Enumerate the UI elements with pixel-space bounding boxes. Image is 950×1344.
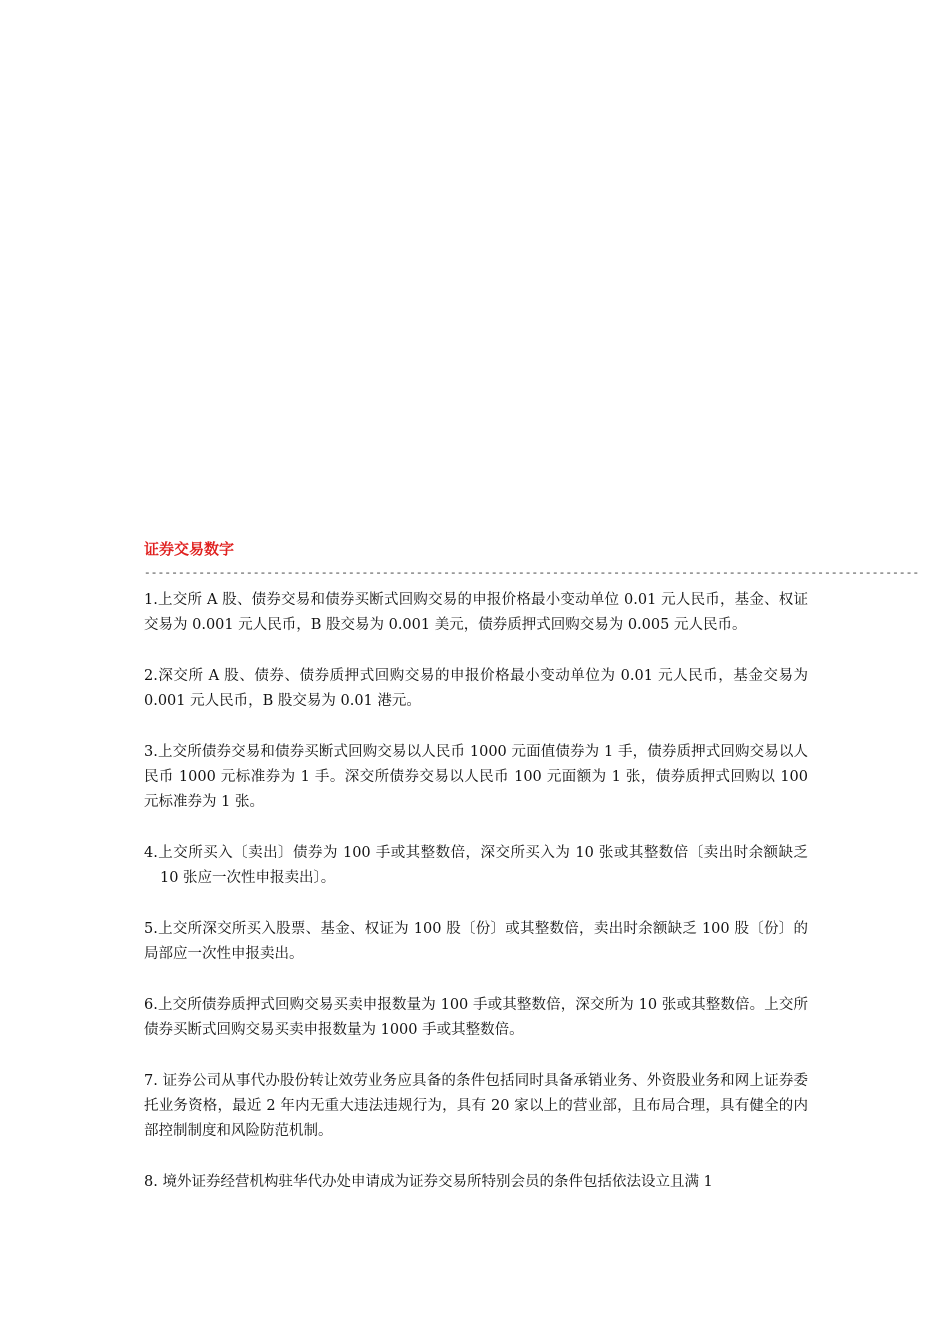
document-body bbox=[144, 538, 920, 1221]
document-title: 证券交易数字 bbox=[144, 540, 235, 558]
paragraph-item-7: 7. 证券公司从事代办股份转让效劳业务应具备的条件包括同时具备承销业务、外资股业务和网上证券委托业务资格，最近 2 年内无重大违法违规行为，具有 20 家以上的营业部，且布局合理，具有健全的内部控制制度和风险防范机制。 bbox=[144, 1073, 808, 1139]
paragraph-item-1: 1.上交所 A 股、债券交易和债券买断式回购交易的申报价格最小变动单位 0.01 元人民币，基金、权证交易为 0.001 元人民币，B 股交易为 0.001 美元，债券质押式回购交易为 0.005 元人民币。 bbox=[144, 592, 808, 633]
paragraph-item-5: 5.上交所深交所买入股票、基金、权证为 100 股〔份〕或其整数倍，卖出时余额缺乏 100 股〔份〕的局部应一次性申报卖出。 bbox=[144, 921, 808, 962]
paragraph-item-2: 2.深交所 A 股、债券、债券质押式回购交易的申报价格最小变动单位为 0.01 元人民币，基金交易为 0.001 元人民币，B 股交易为 0.01 港元。 bbox=[144, 668, 808, 709]
paragraph-item-6: 6.上交所债券质押式回购交易买卖申报数量为 100 手或其整数倍，深交所为 10 张或其整数倍。上交所债券买断式回购交易买卖申报数量为 1000 手或其整数倍。 bbox=[144, 997, 808, 1038]
dashed-divider: ------------------------------------------------------------------------------------------------------------------ bbox=[144, 568, 920, 580]
paragraph-item-8: 8. 境外证券经营机构驻华代办处申请成为证券交易所特别会员的条件包括依法设立且满 1 bbox=[144, 1174, 713, 1190]
paragraph-item-4: 4.上交所买入〔卖出〕债券为 100 手或其整数倍，深交所买入为 10 张或其整数倍〔卖出时余额缺乏 10 张应一次性申报卖出〕。 bbox=[144, 845, 808, 886]
paragraph-item-3: 3.上交所债券交易和债券买断式回购交易以人民币 1000 元面值债券为 1 手，债券质押式回购交易以人民币 1000 元标准券为 1 手。深交所债券交易以人民币 100 元面额为 1 张，债券质押式回购以 100 元标准券为 1 张。 bbox=[144, 744, 808, 810]
